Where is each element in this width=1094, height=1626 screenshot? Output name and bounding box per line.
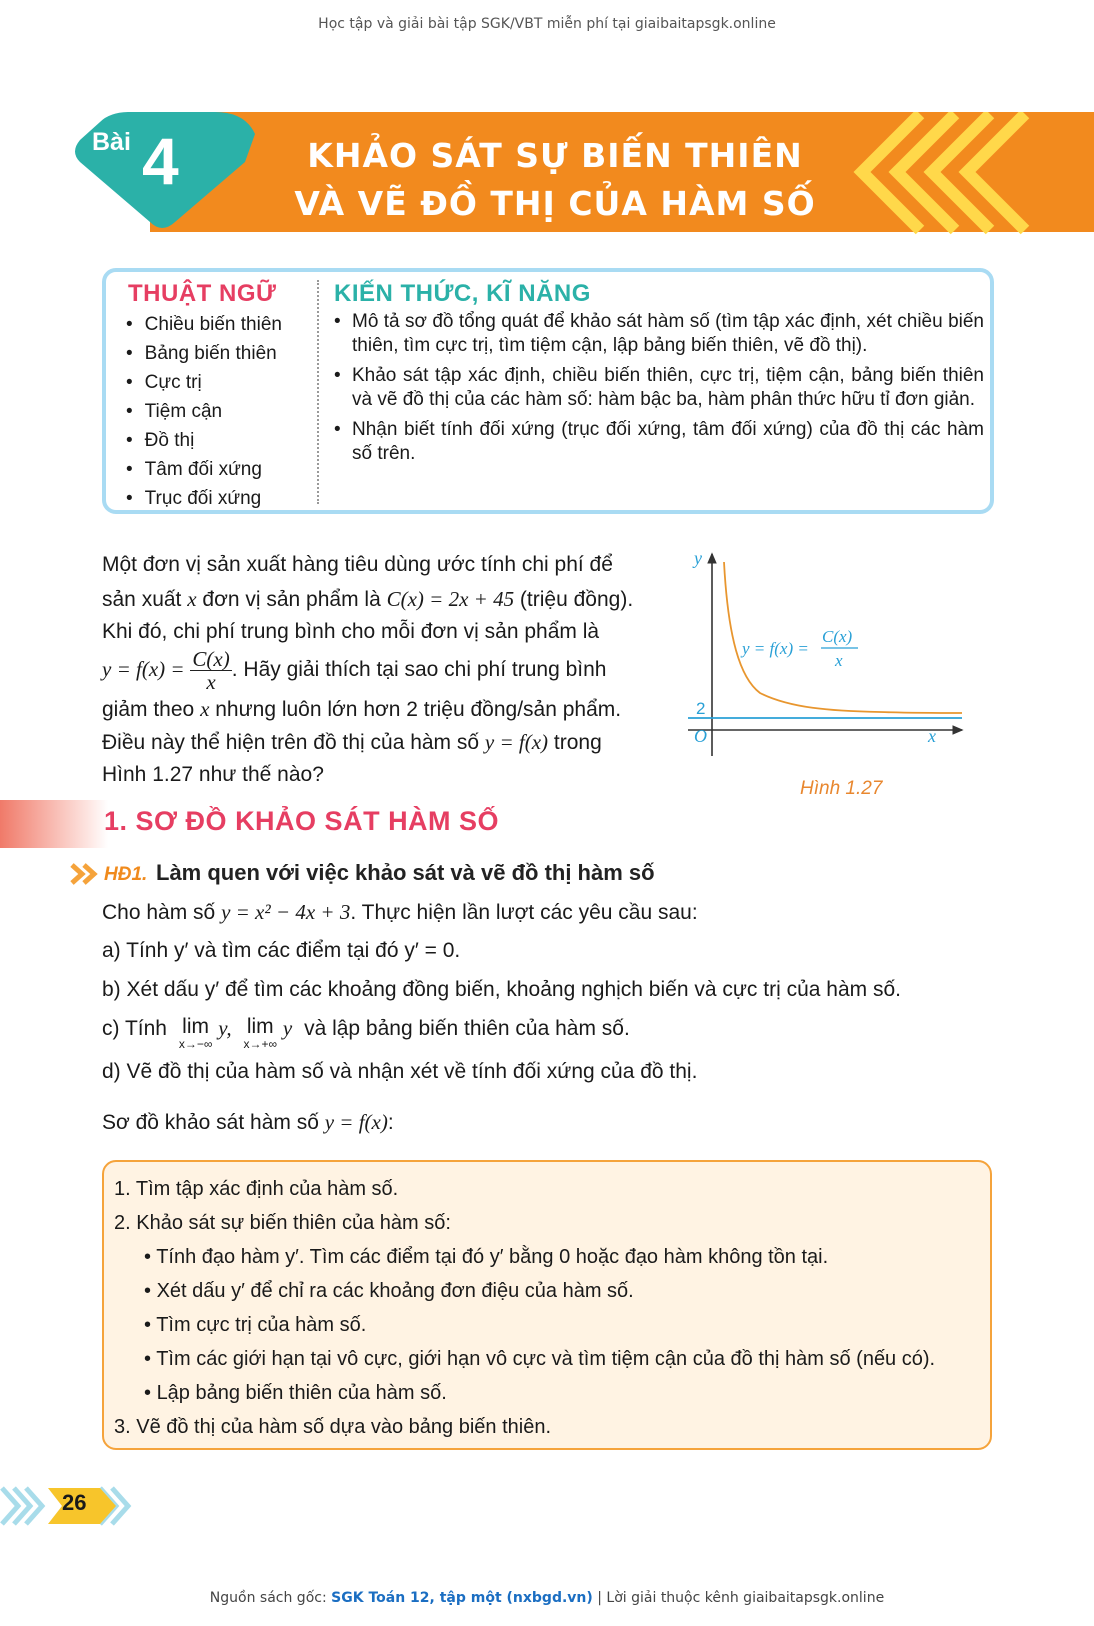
lesson-title: [290, 132, 820, 228]
skill-item: • Nhận biết tính đối xứng (trục đối xứng, tâm đối xứng) của đồ thị các hàm số trên.: [334, 418, 984, 466]
figure-graph: [680, 548, 970, 778]
y-axis-label: y: [694, 548, 702, 568]
page-number: 26: [62, 1490, 87, 1515]
asymptote-label: 2: [696, 699, 706, 718]
term-item: • Trục đối xứng: [126, 484, 282, 513]
curve-label-numerator: C(x): [822, 627, 853, 646]
lesson-number: 4: [142, 124, 179, 198]
skills-heading: KIẾN THỨC, KĨ NĂNG: [334, 280, 591, 307]
scheme-step-2: 2. Khảo sát sự biến thiên của hàm số:: [114, 1212, 451, 1234]
intro-line: Điều này thể hiện trên đồ thị của hàm số y = f(x) trong: [102, 730, 602, 754]
scheme-substep: • Tìm các giới hạn tại vô cực, giới hạn vô cực và tìm tiệm cận của đồ thị hàm số (nếu có).: [114, 1342, 935, 1376]
lesson-title-line1: KHẢO SÁT SỰ BIẾN THIÊN: [307, 136, 803, 175]
term-item: • Đồ thị: [126, 426, 282, 455]
scheme-substep: • Lập bảng biến thiên của hàm số.: [114, 1376, 935, 1410]
cost-formula: C(x) = 2x + 45: [386, 587, 515, 611]
term-item: • Bảng biến thiên: [126, 339, 282, 368]
section-accent-bar: [0, 800, 108, 848]
activity-task-b: b) Xét dấu y′ để tìm các khoảng đồng biến, khoảng nghịch biến và cực trị của hàm số.: [102, 978, 901, 1001]
scheme-intro: Sơ đồ khảo sát hàm số y = f(x):: [102, 1110, 394, 1134]
scheme-steps: [114, 1172, 935, 1444]
curve-label: y = f(x) =: [742, 639, 809, 658]
limit-minus-inf: lim x→−∞: [178, 1015, 213, 1051]
header-note: Học tập và giải bài tập SGK/VBT miễn phí tại giaibaitapsgk.online: [318, 16, 776, 32]
activity-tag: HĐ1.: [104, 864, 148, 885]
term-item: • Cực trị: [126, 368, 282, 397]
box-divider: [317, 280, 319, 504]
footer: Nguồn sách gốc: SGK Toán 12, tập một (nxbgd.vn) | Lời giải thuộc kênh giaibaitapsgk.online: [209, 1590, 885, 1606]
curve-label-denominator: x: [835, 651, 843, 670]
skill-item: • Mô tả sơ đồ tổng quát để khảo sát hàm số (tìm tập xác định, xét chiều biến thiên, tìm cực trị, tìm tiệm cận, lập bảng biến thiên, vẽ đồ thị).: [334, 310, 984, 358]
scheme-substep: • Tìm cực trị của hàm số.: [114, 1308, 935, 1342]
intro-line: Hình 1.27 như thế nào?: [102, 763, 324, 786]
limit-plus-inf: lim x→+∞: [243, 1015, 278, 1051]
intro-line: sản xuất x đơn vị sản phẩm là C(x) = 2x + 45 (triệu đồng).: [102, 587, 634, 611]
intro-line: giảm theo x nhưng luôn lớn hơn 2 triệu đồng/sản phẩm.: [102, 697, 622, 721]
activity-task-c: c) Tính lim x→−∞ y, lim x→+∞ y và lập bảng biến thiên của hàm số.: [102, 1015, 630, 1051]
origin-label: O: [694, 726, 707, 746]
skill-item: • Khảo sát tập xác định, chiều biến thiên, cực trị, tiệm cận, bảng biến thiên và vẽ đồ thị của các hàm số: hàm bậc ba, hàm phân thức hữu tỉ đơn giản.: [334, 364, 984, 412]
term-item: • Tâm đối xứng: [126, 455, 282, 484]
figure-caption: Hình 1.27: [800, 778, 883, 799]
intro-line: y = f(x) = $\frac{C(x)}{x}$ . Hãy giải thích tại sao chi phí trung bình: [102, 647, 607, 694]
terms-list: [126, 310, 282, 513]
activity-task-a: a) Tính y′ và tìm các điểm tại đó y′ = 0.: [102, 939, 461, 962]
avg-cost-fraction: $\frac{C(x)}{x}$: [192, 647, 230, 694]
activity-arrow-icon: [70, 863, 102, 885]
activity-intro: Cho hàm số y = x² − 4x + 3. Thực hiện lần lượt các yêu cầu sau:: [102, 900, 698, 924]
terms-heading: THUẬT NGỮ: [128, 280, 277, 307]
activity-task-d: d) Vẽ đồ thị của hàm số và nhận xét về tính đối xứng của đồ thị.: [102, 1060, 698, 1083]
lesson-word: Bài: [92, 128, 131, 156]
activity-function: y = x² − 4x + 3: [221, 900, 351, 924]
scheme-substep: • Tính đạo hàm y′. Tìm các điểm tại đó y′ bằng 0 hoặc đạo hàm không tồn tại.: [114, 1240, 935, 1274]
term-item: • Chiều biến thiên: [126, 310, 282, 339]
scheme-substep: • Xét dấu y′ để chỉ ra các khoảng đơn điệu của hàm số.: [114, 1274, 935, 1308]
activity-title: Làm quen với việc khảo sát và vẽ đồ thị hàm số: [156, 860, 655, 885]
lesson-title-line2: VÀ VẼ ĐỒ THỊ CỦA HÀM SỐ: [294, 184, 816, 223]
intro-line: Một đơn vị sản xuất hàng tiêu dùng ước tính chi phí để: [102, 553, 613, 576]
scheme-step-3: 3. Vẽ đồ thị của hàm số dựa vào bảng biến thiên.: [114, 1416, 552, 1438]
section-title: 1. SƠ ĐỒ KHẢO SÁT HÀM SỐ: [104, 806, 500, 836]
x-axis-label: x: [928, 726, 936, 746]
term-item: • Tiệm cận: [126, 397, 282, 426]
skills-list: [334, 310, 984, 472]
scheme-step-1: 1. Tìm tập xác định của hàm số.: [114, 1178, 399, 1200]
intro-line: Khi đó, chi phí trung bình cho mỗi đơn vị sản phẩm là: [102, 620, 600, 643]
footer-source-link[interactable]: SGK Toán 12, tập một (nxbgd.vn): [331, 1590, 593, 1606]
